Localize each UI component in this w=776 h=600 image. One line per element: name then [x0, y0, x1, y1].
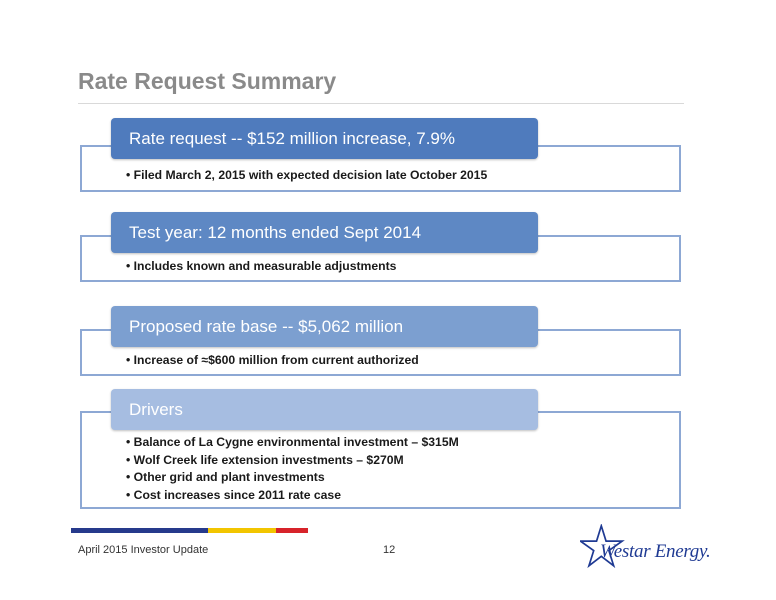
- section-bullets-rate-base: [126, 352, 419, 370]
- footer-bar-yellow: [208, 528, 276, 533]
- bullet-item: • Filed March 2, 2015 with expected decision late October 2015: [126, 167, 487, 185]
- page-number: 12: [383, 544, 396, 556]
- section-header-rate-base: Proposed rate base -- $5,062 million: [111, 306, 538, 347]
- section-header-rate-request: Rate request -- $152 million increase, 7.9%: [111, 118, 538, 159]
- section-bullets-drivers: [126, 434, 459, 504]
- section-header-test-year: Test year: 12 months ended Sept 2014: [111, 212, 538, 253]
- title-divider: [78, 103, 684, 104]
- westar-energy-logo: Westar Energy.: [600, 541, 711, 562]
- slide-title: Rate Request Summary: [78, 68, 337, 94]
- section-header-drivers: Drivers: [111, 389, 538, 430]
- footer-bar-blue: [71, 528, 208, 533]
- bullet-item: • Includes known and measurable adjustments: [126, 258, 396, 276]
- bullet-item: • Wolf Creek life extension investments – $270M: [126, 452, 459, 470]
- section-bullets-test-year: [126, 258, 396, 276]
- bullet-item: • Increase of ≈$600 million from current authorized: [126, 352, 419, 370]
- section-bullets-rate-request: [126, 167, 487, 185]
- bullet-item: • Balance of La Cygne environmental investment – $315M: [126, 434, 459, 452]
- footer-presentation-title: April 2015 Investor Update: [78, 544, 209, 556]
- bullet-item: • Cost increases since 2011 rate case: [126, 487, 459, 505]
- footer-bar-red: [276, 528, 308, 533]
- bullet-item: • Other grid and plant investments: [126, 469, 459, 487]
